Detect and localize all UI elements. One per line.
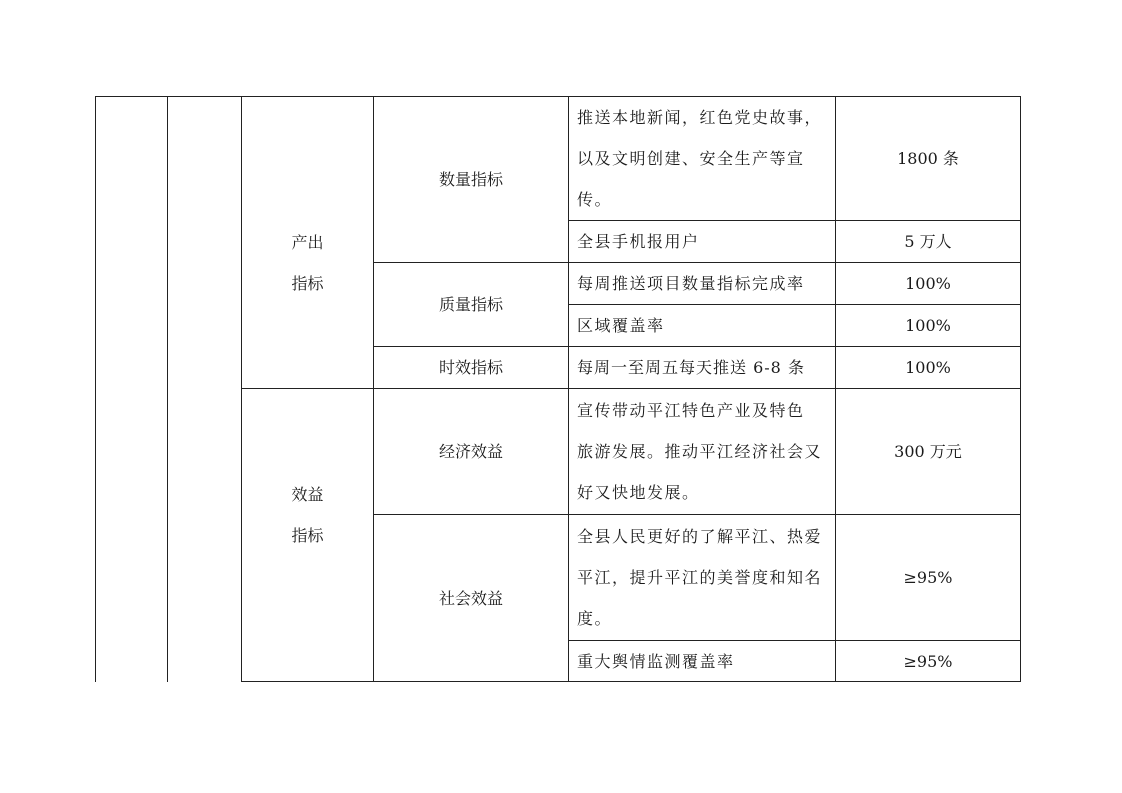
quality-indicator-label: 质量指标 — [438, 295, 503, 314]
benefit-indicators-label-line2: 指标 — [291, 526, 324, 545]
timeliness-row-1-desc: 每周一至周五每天推送 6-8 条 — [577, 358, 805, 377]
economic-benefit-label: 经济效益 — [438, 442, 503, 461]
grid-line — [167, 96, 168, 682]
grid-line — [568, 96, 569, 682]
quality-row-1-value: 100% — [905, 274, 951, 293]
quantity-row-2-value: 5 万人 — [904, 232, 952, 251]
timeliness-row-1-value: 100% — [905, 358, 951, 377]
benefit-indicators-label-line1: 效益 — [291, 485, 324, 504]
grid-line — [95, 96, 96, 682]
social-row-2-value: ≥95% — [903, 651, 953, 671]
quality-row-1-desc: 每周推送项目数量指标完成率 — [577, 274, 805, 293]
output-indicators-label-line2: 指标 — [291, 273, 324, 293]
social-row-2-desc: 重大舆情监测覆盖率 — [577, 651, 735, 671]
quality-row-2-value: 100% — [905, 316, 951, 335]
output-indicators-label — [242, 97, 373, 388]
quantity-row-1-value: 1800 条 — [897, 149, 959, 168]
social-benefit-label: 社会效益 — [438, 588, 503, 608]
quality-row-2-desc: 区域覆盖率 — [577, 316, 665, 335]
timeliness-indicator-label: 时效指标 — [438, 358, 503, 377]
economic-row-1-value: 300 万元 — [894, 442, 962, 461]
quantity-indicator-label: 数量指标 — [438, 170, 503, 189]
social-row-1-value: ≥95% — [903, 568, 953, 587]
output-indicators-label-line1: 产出 — [291, 232, 324, 252]
grid-line — [1020, 96, 1021, 682]
quantity-row-1-desc: 推送本地新闻，红色党史故事， 以及文明创建、安全生产等宣 传。 — [577, 108, 823, 209]
benefit-indicators-label — [242, 389, 373, 681]
quantity-row-2-desc: 全县手机报用户 — [577, 232, 700, 251]
economic-row-1-desc: 宣传带动平江特色产业及特色 旅游发展。推动平江经济社会又 好又快地发展。 — [577, 401, 823, 502]
social-row-1-desc: 全县人民更好的了解平江、热爱 平江，提升平江的美誉度和知名 度。 — [577, 527, 823, 628]
